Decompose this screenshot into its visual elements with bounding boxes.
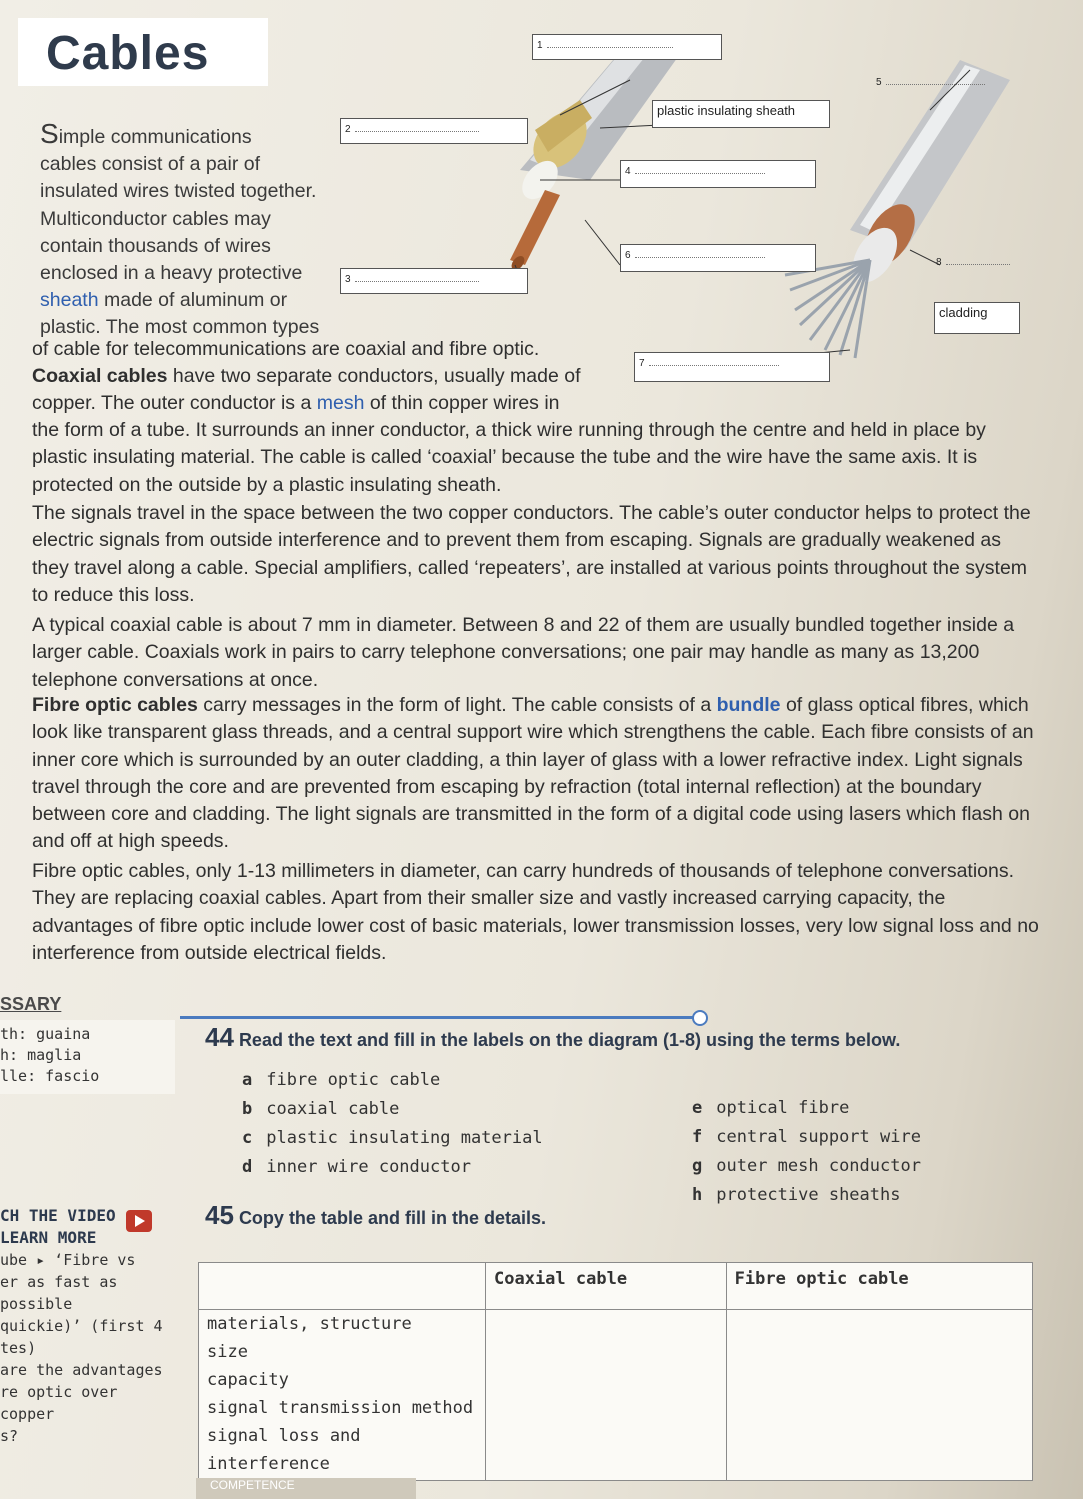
video-line: ube ▸ ‘Fibre vs <box>0 1251 136 1269</box>
coaxial-cable-illustration <box>509 35 690 272</box>
coaxial-paragraph-start: Coaxial cables have two separate conductors, usually made of <box>32 365 581 387</box>
table-corner <box>199 1263 486 1310</box>
glossary-divider <box>180 1016 700 1019</box>
page-title: Cables <box>46 27 210 80</box>
video-line: er as fast as possible <box>0 1273 118 1313</box>
diagram-label-2[interactable]: 2 <box>340 118 528 144</box>
coaxial-answer-cell[interactable] <box>486 1310 727 1481</box>
row-labels <box>199 1310 486 1481</box>
diagram-label-8[interactable]: 8 <box>932 252 1032 280</box>
term-item: b coaxial cable <box>242 1099 400 1119</box>
row-label: signal transmission method <box>207 1398 474 1418</box>
row-label: capacity <box>207 1370 289 1390</box>
terms-left <box>242 1066 543 1182</box>
exercise-number: 44 <box>205 1022 234 1052</box>
body-line: of cable for telecommunications are coaxial and fibre optic. <box>32 338 540 360</box>
comparison-table <box>198 1262 1033 1481</box>
intro-line: Simple communications <box>40 118 252 149</box>
glossary-item: th: guaina <box>0 1025 91 1043</box>
coaxial-paragraph-line: copper. The outer conductor is a mesh of thin copper wires in <box>32 392 560 414</box>
keyword-mesh: mesh <box>316 392 365 414</box>
intro-line: contain thousands of wires <box>40 234 271 257</box>
diagram-label-5[interactable]: 5 <box>872 72 1022 98</box>
keyword-sheath: sheath <box>40 289 99 312</box>
signals-paragraph: The signals travel in the space between the two copper conductors. The cable’s outer conductor helps to protect the electric signals from outside interference and to prevent them from escaping. Signals are gradually weakened as they travel along a cable. Special amplifiers, called ‘repeaters’, are installed at various points throughout the system to reduce this loss. <box>32 502 1031 606</box>
diagram-label-4[interactable]: 4 <box>620 160 816 188</box>
term-item: d inner wire conductor <box>242 1157 471 1177</box>
video-subtitle: LEARN MORE <box>0 1228 97 1247</box>
column-header-fibre: Fibre optic cable <box>726 1263 1032 1310</box>
drop-cap: S <box>40 118 59 149</box>
video-line: re optic over copper <box>0 1383 118 1423</box>
term-item: f central support wire <box>692 1127 921 1147</box>
row-label: signal loss and interference <box>207 1426 361 1474</box>
fibre-optic-paragraph: Fibre optic cables carry messages in the form of light. The cable consists of a bundle of glass optical fibres, which look like transparent glass threads, and a central support wire which strengthens the cable. Each fibre consists of an inner core which is surrounded by an outer cladding, a thin layer of glass with a lower refractive index. Light signals travel through the core and are prevented from escaping by refraction (total internal reflection) at the boundary between core and cladding. The light signals are transmitted in the form of a digital code using lasers which flash on and off at high speeds. <box>32 694 1034 853</box>
footer-tab: COMPETENCE <box>196 1478 416 1499</box>
term-item: g outer mesh conductor <box>692 1156 921 1176</box>
table-row <box>199 1310 1033 1481</box>
glossary-item: lle: fascio <box>0 1067 100 1085</box>
terms-right <box>692 1094 921 1210</box>
row-label: materials, structure <box>207 1314 412 1334</box>
exercise-instruction: Copy the table and fill in the details. <box>238 1208 546 1228</box>
label-plastic-insulating-sheath: plastic insulating sheath <box>652 100 830 128</box>
intro-line: plastic. The most common types <box>40 316 320 339</box>
term-item: h protective sheaths <box>692 1185 901 1205</box>
video-line: s? <box>0 1427 19 1445</box>
diagram-label-6[interactable]: 6 <box>620 244 816 272</box>
intro-line: cables consist of a pair of <box>40 153 261 176</box>
term-item: e optical fibre <box>692 1098 850 1118</box>
video-title: CH THE VIDEO <box>0 1206 116 1225</box>
video-box <box>0 1205 180 1445</box>
intro-line: insulated wires twisted together. <box>40 180 317 203</box>
intro-line: sheath made of aluminum or <box>40 289 288 312</box>
intro-line: enclosed in a heavy protective <box>40 262 303 285</box>
label-cladding: cladding <box>934 302 1020 334</box>
video-line: tes) <box>0 1339 37 1357</box>
glossary-item: h: maglia <box>0 1046 82 1064</box>
term-item: a fibre optic cable <box>242 1070 441 1090</box>
term-item: c plastic insulating material <box>242 1128 543 1148</box>
row-label: size <box>207 1342 248 1362</box>
fibre-advantages-paragraph: Fibre optic cables, only 1-13 millimeters in diameter, can carry hundreds of thousands of telephone conversations. They are replacing coaxial cables. Apart from their smaller size and vastly increased carrying capacity, the advantages of fibre optic include lower cost of basic materials, lower transmission losses, very low signal loss and no interference from outside electrical fields. <box>32 860 1039 964</box>
exercise-44 <box>205 1022 1025 1053</box>
diagram-label-7[interactable]: 7 <box>634 352 830 382</box>
exercise-instruction: Read the text and fill in the labels on the diagram (1-8) using the terms below. <box>238 1030 901 1050</box>
diagram-label-3[interactable]: 3 <box>340 268 528 294</box>
diagram-label-1[interactable]: 1 <box>532 34 722 60</box>
fibre-answer-cell[interactable] <box>726 1310 1032 1481</box>
intro-paragraph <box>40 120 360 342</box>
play-video-icon[interactable] <box>126 1210 152 1232</box>
coaxial-size-paragraph: A typical coaxial cable is about 7 mm in diameter. Between 8 and 22 of them are usually bundled together inside a larger cable. Coaxials work in pairs to carry telephone conversations; one pair may handle as many as 13,200 telephone conversations at once. <box>32 614 1015 691</box>
exercise-45 <box>205 1200 546 1231</box>
coaxial-paragraph-rest: the form of a tube. It surrounds an inner conductor, a thick wire running through the centre and held in place by plastic insulating material. The cable is called ‘coaxial’ because the tube and the wire have the same axis. It is protected on the outside by a plastic insulating sheath. <box>32 419 986 496</box>
keyword-bundle: bundle <box>716 694 781 716</box>
column-header-coaxial: Coaxial cable <box>486 1263 727 1310</box>
glossary-box <box>0 1020 175 1094</box>
glossary-heading: SSARY <box>0 994 62 1014</box>
exercise-number: 45 <box>205 1200 234 1230</box>
intro-line: Multiconductor cables may <box>40 207 271 230</box>
table-header-row <box>199 1263 1033 1310</box>
video-line: quickie)’ (first 4 <box>0 1317 163 1335</box>
video-line: are the advantages <box>0 1361 163 1379</box>
